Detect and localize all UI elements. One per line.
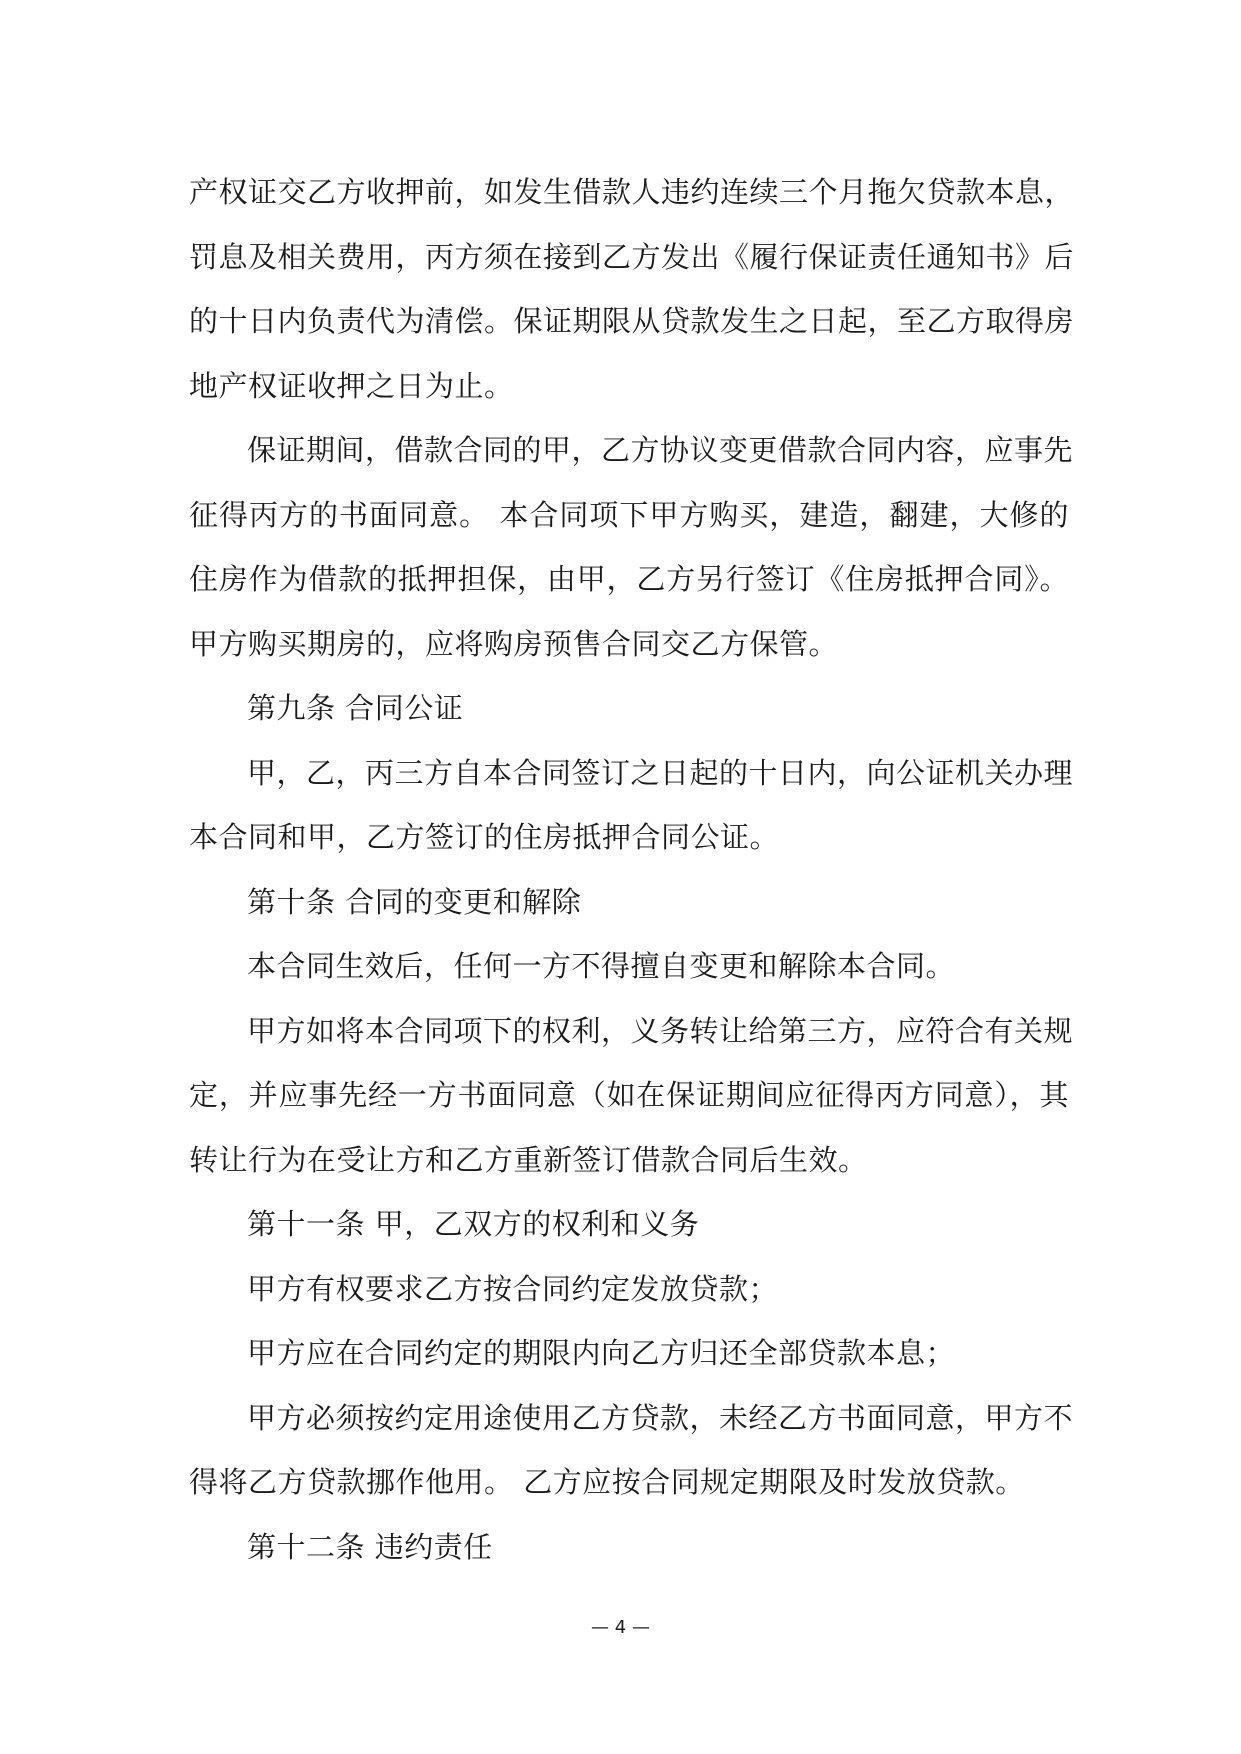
text-line: 甲方购买期房的，应将购房预售合同交乙方保管。 [189,626,839,661]
paragraph-start-line: 甲方如将本合同项下的权利，义务转让给第三方，应符合有关规 [247,1013,1074,1048]
text-line: 定，并应事先经一方书面同意（如在保证期间应征得丙方同意），其 [189,1078,1069,1112]
text-line: 征得丙方的书面同意。 本合同项下甲方购买，建造，翻建，大修的 [189,497,1069,532]
text-line: 罚息及相关费用，丙方须在接到乙方发出《履行保证责任通知书》后 [189,239,1075,274]
text-line: 地产权证收押之日为止。 [189,368,514,403]
contract-body [189,160,1075,1579]
text-line: 转让行为在受让方和乙方重新签订借款合同后生效。 [189,1142,868,1177]
paragraph-start-line: 保证期间，借款合同的甲，乙方协议变更借款合同内容，应事先 [247,433,1074,467]
text-line: 产权证交乙方收押前，如发生借款人违约连续三个月拖欠贷款本息， [189,175,1075,209]
text-line: 住房作为借款的抵押担保，由甲，乙方另行签订《住房抵押合同》。 [189,562,1069,596]
text-line: 得将乙方贷款挪作他用。 乙方应按合同规定期限及时发放贷款。 [189,1465,1025,1499]
text-line: 的十日内负责代为清偿。保证期限从贷款发生之日起，至乙方取得房 [189,304,1075,338]
page-number: — 4 — [591,1617,650,1638]
paragraph-line: 甲方有权要求乙方按合同约定发放贷款； [247,1271,779,1306]
article-heading: 第十一条 甲，乙双方的权利和义务 [247,1207,700,1241]
text-line: 本合同和甲，乙方签订的住房抵押合同公证。 [189,820,780,854]
paragraph-start-line: 甲方必须按约定用途使用乙方贷款，未经乙方书面同意，甲方不 [247,1400,1074,1435]
paragraph-line: 本合同生效后，任何一方不得擅自变更和解除本合同。 [247,949,956,983]
paragraph-start-line: 甲，乙，丙三方自本合同签订之日起的十日内，向公证机关办理 [247,755,1074,790]
paragraph-line: 甲方应在合同约定的期限内向乙方归还全部贷款本息； [247,1336,956,1370]
article-heading: 第九条 合同公证 [247,691,464,725]
article-heading: 第十二条 违约责任 [247,1529,493,1564]
article-heading: 第十条 合同的变更和解除 [247,884,582,919]
